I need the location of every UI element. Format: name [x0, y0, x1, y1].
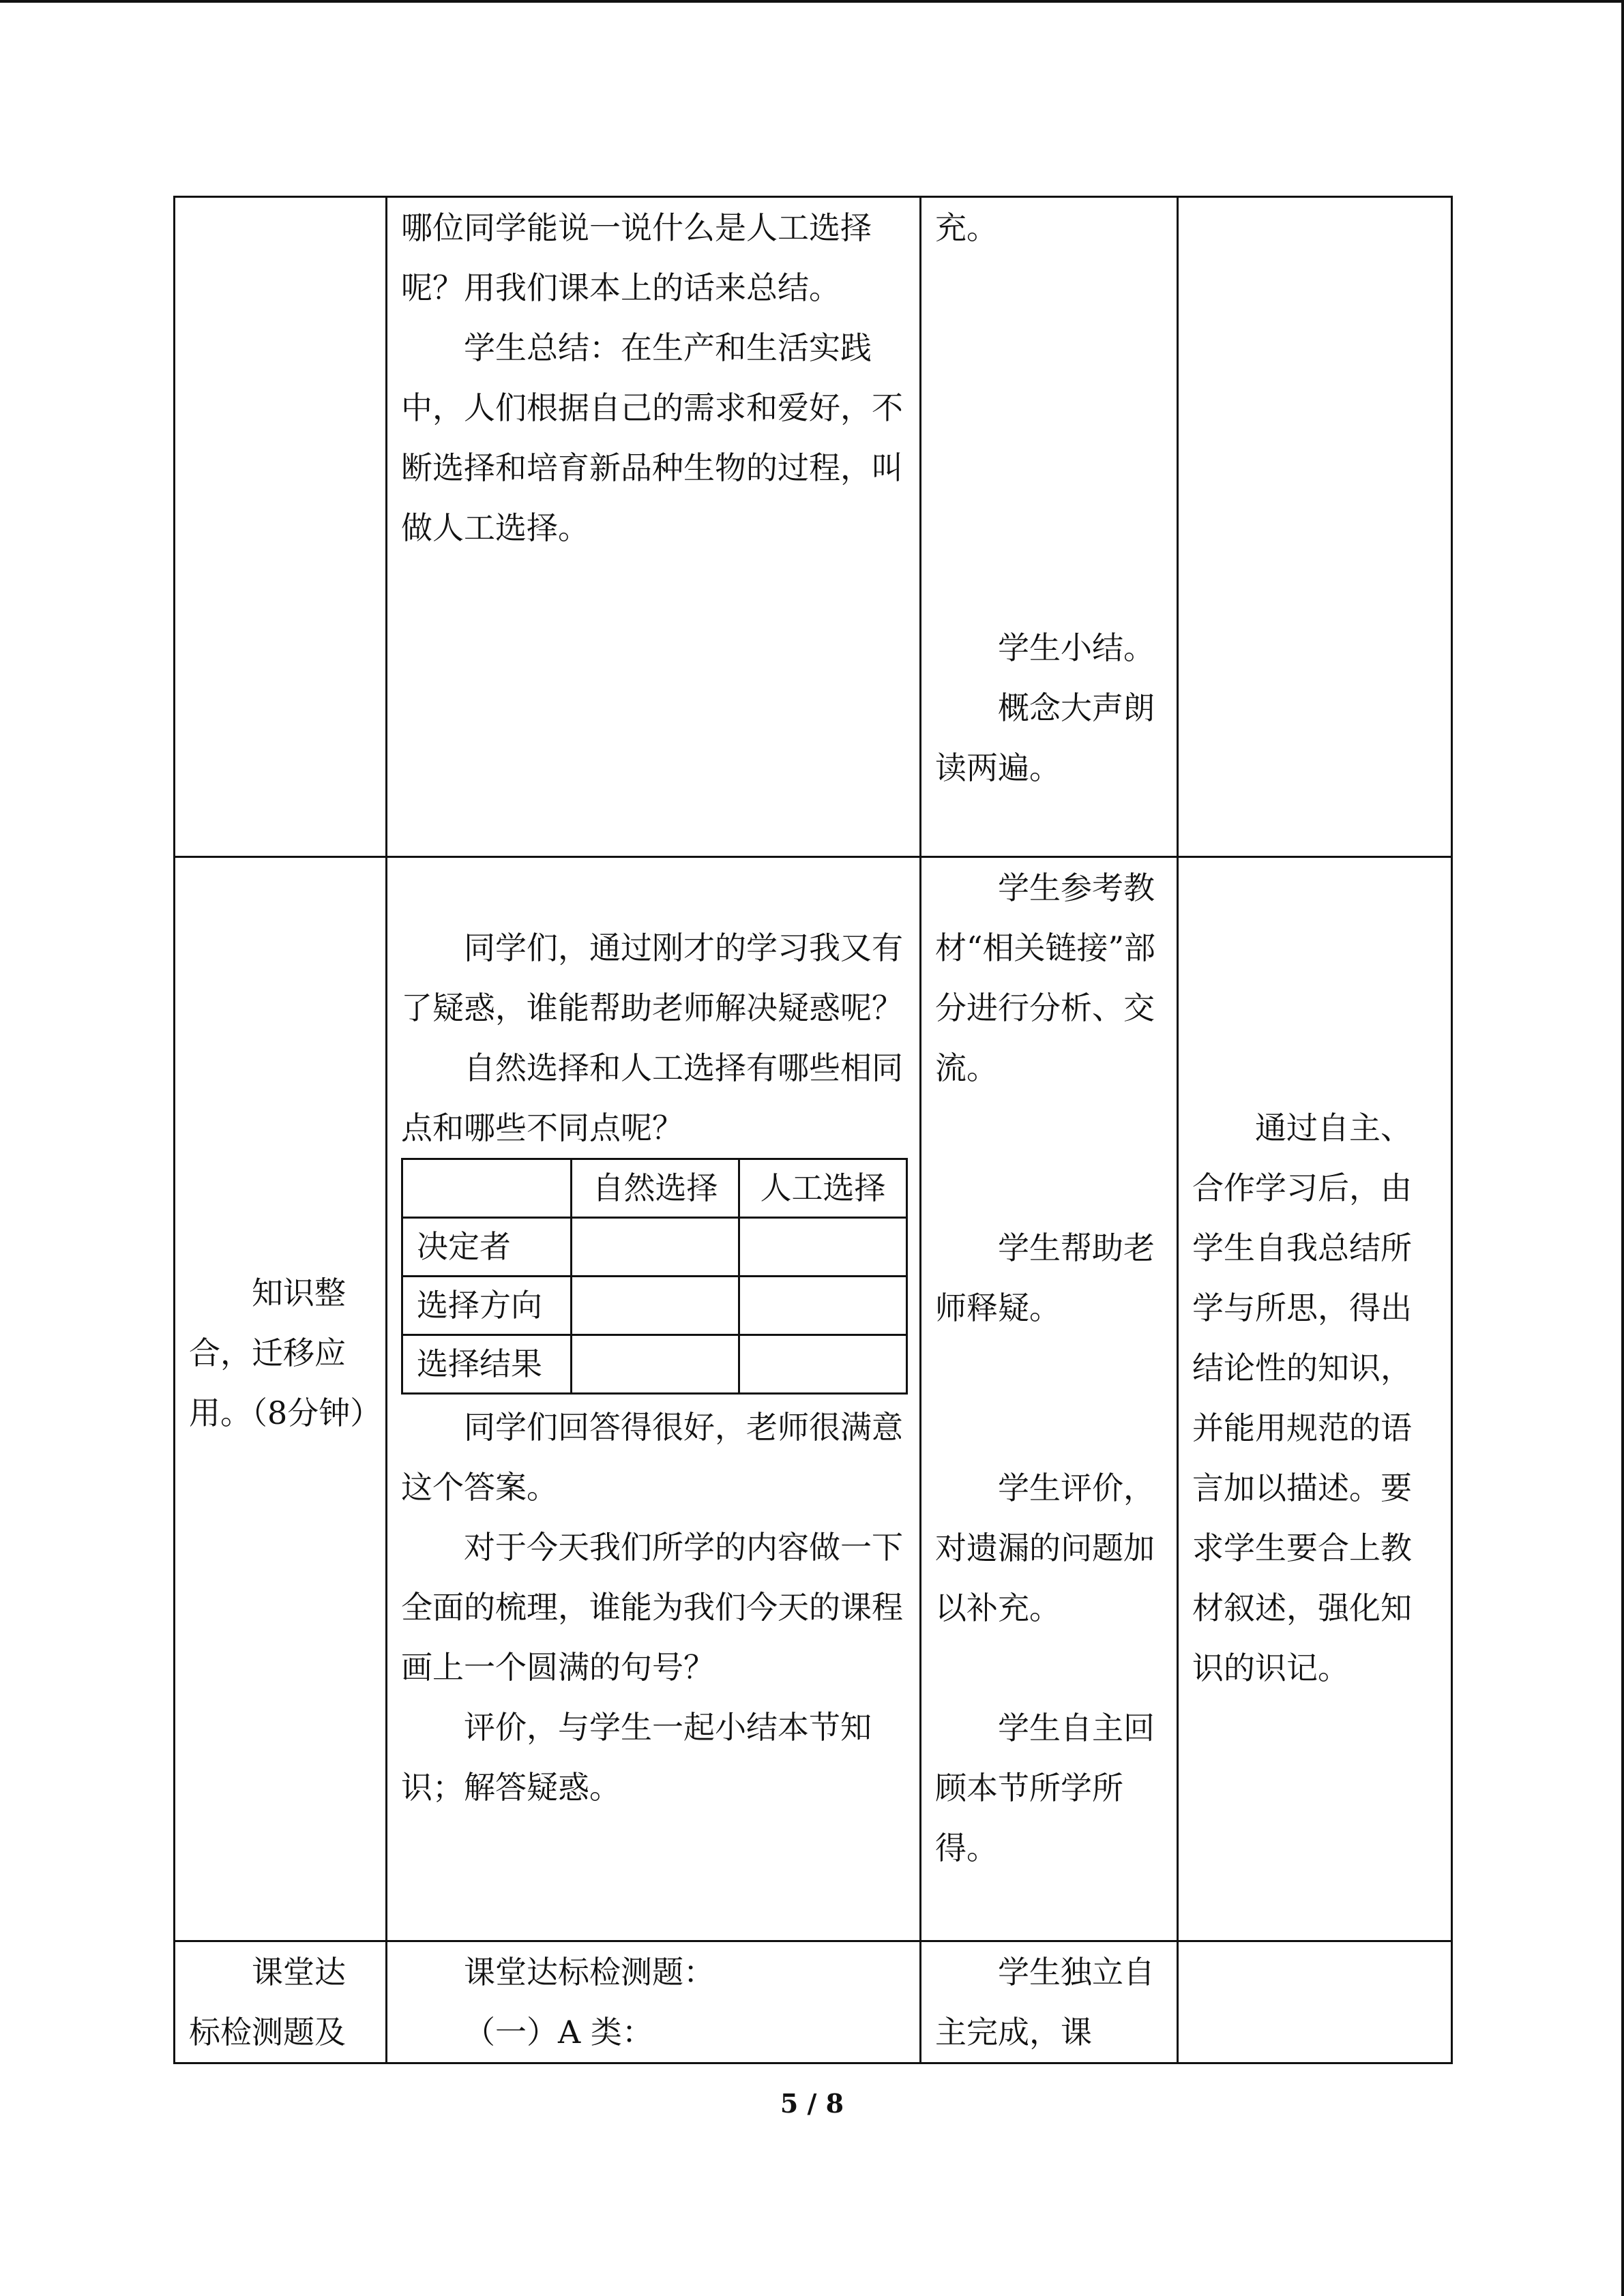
- paragraph: 概念大声朗读两遍。: [935, 689, 1155, 786]
- table-row: [175, 857, 1452, 1941]
- comparison-header: 自然选择: [572, 1159, 739, 1218]
- page-right-border: [1621, 0, 1624, 2296]
- paragraph: 哪位同学能说一说什么是人工选择呢？用我们课本上的话来总结。: [401, 209, 872, 306]
- comparison-table: [401, 1158, 908, 1395]
- stage-cell: [175, 857, 387, 1941]
- student-activity-cell: [921, 197, 1178, 857]
- comparison-cell: [572, 1218, 739, 1277]
- page-number: 5 / 8: [780, 2088, 844, 2119]
- stage-cell: [175, 197, 387, 857]
- paragraph: 学生评价，对遗漏的问题加以补充。: [935, 1470, 1155, 1626]
- paragraph: 学生参考教材“相关链接”部分进行分析、交流。: [935, 869, 1156, 1086]
- design-intent-cell: [1178, 197, 1452, 857]
- comparison-cell: [739, 1335, 907, 1394]
- paragraph: 学生帮助老师释疑。: [935, 1229, 1155, 1326]
- lesson-plan-table: [173, 196, 1453, 2064]
- comparison-row-label: 决定者: [402, 1218, 572, 1277]
- paragraph: 学生独立自主完成，课: [935, 1954, 1155, 2051]
- comparison-row: [402, 1277, 907, 1335]
- table-row: [175, 1941, 1452, 2063]
- paragraph: 课堂达标检测题及: [189, 1954, 346, 2051]
- stage-cell: [175, 1941, 387, 2063]
- teacher-activity-cell: [387, 857, 921, 1941]
- page-top-border: [0, 0, 1624, 3]
- paragraph: 同学们，通过刚才的学习我又有了疑惑，谁能帮助老师解决疑惑呢？: [401, 929, 903, 1026]
- paragraph: 学生总结：在生产和生活实践中，人们根据自己的需求和爱好，不断选择和培育新品种生物的过程，叫做人工选择。: [401, 329, 903, 546]
- table-row: [175, 197, 1452, 857]
- comparison-row: [402, 1218, 907, 1277]
- comparison-cell: [572, 1335, 739, 1394]
- design-intent-cell: [1178, 857, 1452, 1941]
- comparison-row-label: 选择方向: [402, 1277, 572, 1335]
- paragraph: 知识整合，迁移应用。（8分钟）: [189, 1274, 382, 1431]
- comparison-cell: [739, 1277, 907, 1335]
- paragraph: （一）A 类：: [464, 2014, 653, 2051]
- paragraph: 通过自主、合作学习后，由学生自我总结所学与所思，得出结论性的知识，并能用规范的语言加以描述。要求学生要合上教材叙述，强化知识的识记。: [1192, 1109, 1412, 1686]
- comparison-header-row: [402, 1159, 907, 1218]
- paragraph: 同学们回答得很好，老师很满意这个答案。: [401, 1409, 903, 1506]
- comparison-header: [402, 1159, 572, 1218]
- comparison-cell: [572, 1277, 739, 1335]
- paragraph: 自然选择和人工选择有哪些相同点和哪些不同点呢？: [401, 1049, 903, 1146]
- teacher-activity-cell: [387, 1941, 921, 2063]
- comparison-header: 人工选择: [739, 1159, 907, 1218]
- paragraph: 学生小结。: [998, 629, 1155, 666]
- paragraph: 对于今天我们所学的内容做一下全面的梳理，谁能为我们今天的课程画上一个圆满的句号？: [401, 1529, 903, 1686]
- comparison-cell: [739, 1218, 907, 1277]
- paragraph: 评价，与学生一起小结本节知识；解答疑惑。: [401, 1709, 872, 1806]
- paragraph: 充。: [935, 209, 998, 246]
- design-intent-cell: [1178, 1941, 1452, 2063]
- student-activity-cell: [921, 1941, 1178, 2063]
- paragraph: 学生自主回顾本节所学所得。: [935, 1710, 1155, 1866]
- comparison-row: [402, 1335, 907, 1394]
- student-activity-cell: [921, 857, 1178, 1941]
- paragraph: 课堂达标检测题：: [464, 1954, 715, 1991]
- comparison-row-label: 选择结果: [402, 1335, 572, 1394]
- teacher-activity-cell: [387, 197, 921, 857]
